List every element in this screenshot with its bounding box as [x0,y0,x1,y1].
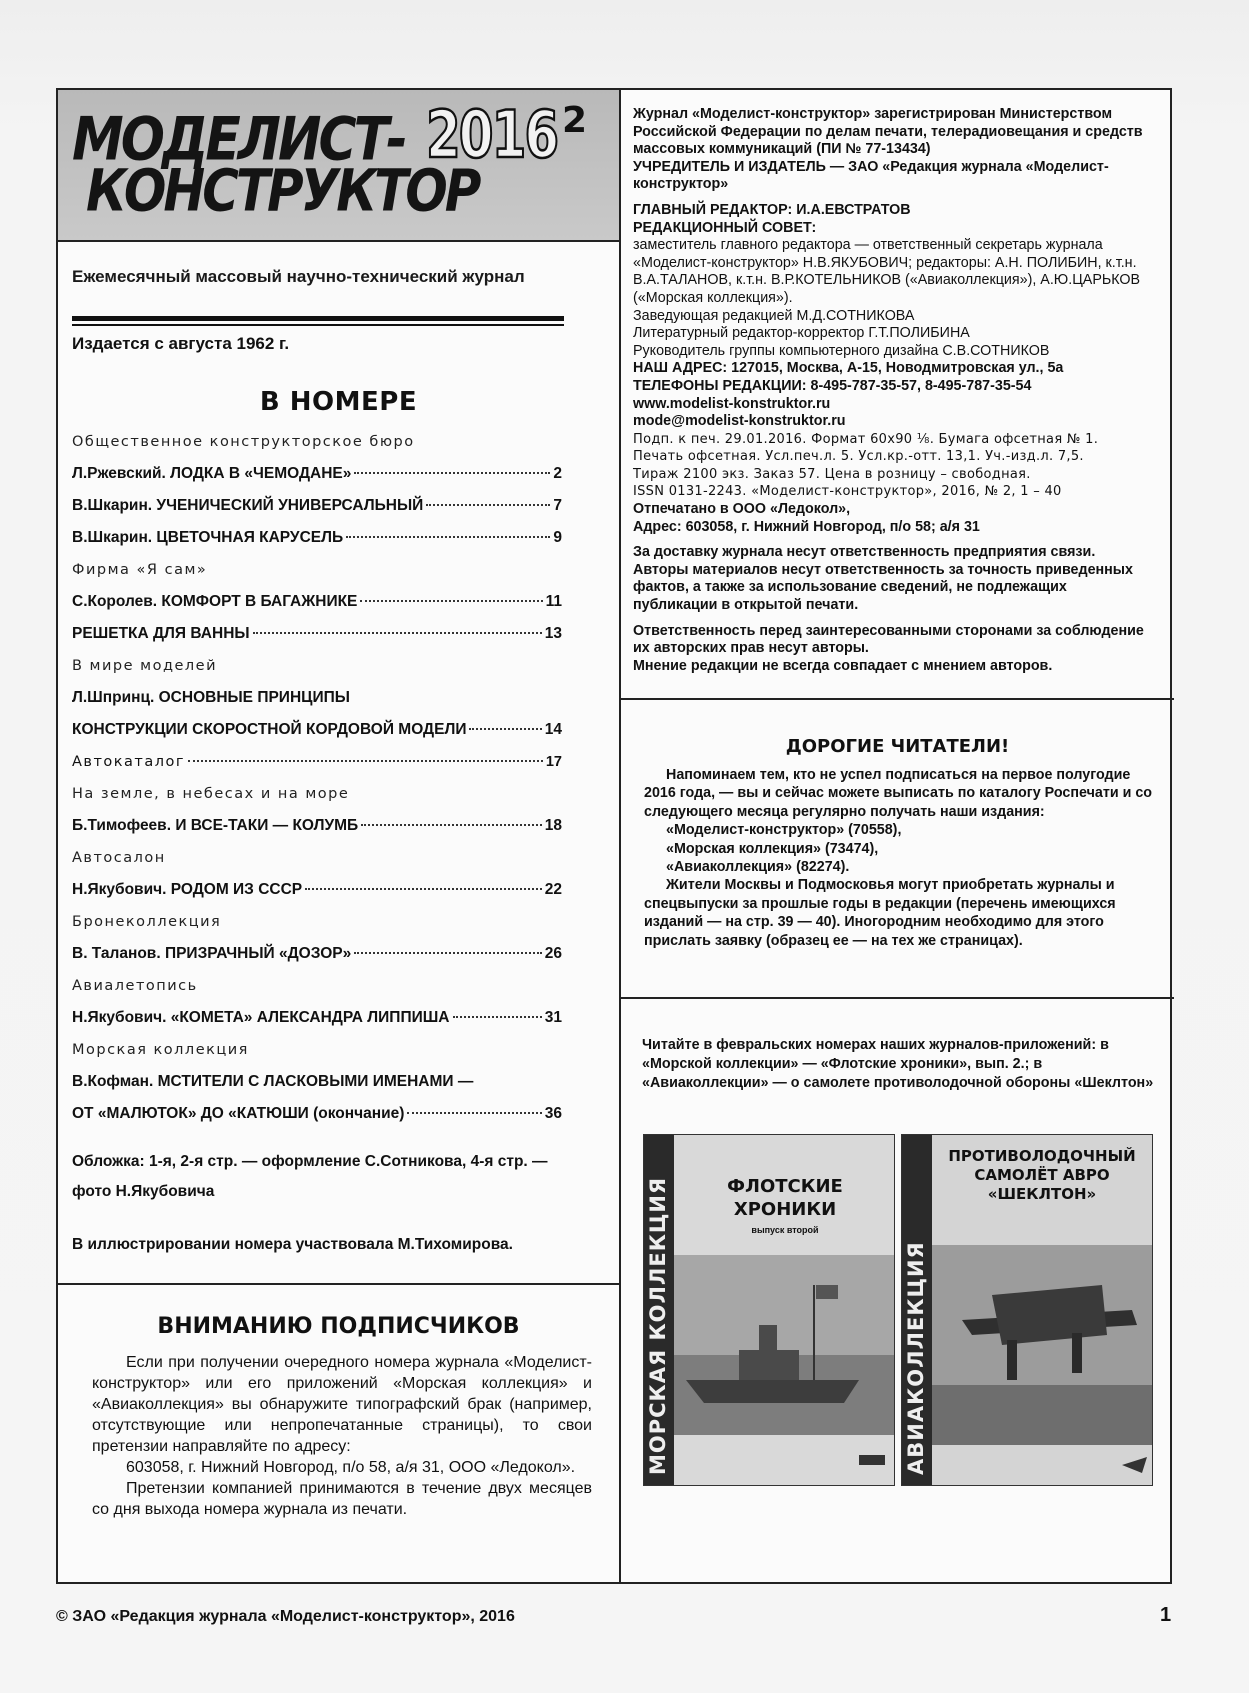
toc-entry-page: 11 [545,593,562,610]
leader-dots [469,728,541,730]
logo-line-1: МОДЕЛИСТ- [72,105,405,175]
toc-entry-title: Н.Якубович. «КОМЕТА» АЛЕКСАНДРА ЛИППИША [72,1009,450,1026]
paragraph: Жители Москвы и Подмосковья могут приобретать журналы и спецвыпуски за прошлые годы в редакции (перечень имеющихся изданий — на стр. 39 — 40). Иногородним необходимо для этого прислать заявку (образец ее — на тех же страницах). [644,877,1116,949]
toc-entry-title: В.Шкарин. ЦВЕТОЧНАЯ КАРУСЕЛЬ [72,529,344,546]
warship-illustration [644,1135,895,1486]
toc-entry[interactable] [72,522,562,554]
rights-disclaimer: Ответственность перед заинтересованными сторонами за соблюдение их авторских прав несут авторы. [633,622,1144,657]
masthead [58,90,619,242]
cover-aviakollektsiya [901,1134,1153,1486]
toc-entry-title: С.Королев. КОМФОРТ В БАГАЖНИКЕ [72,593,358,610]
divider-rule [72,316,564,321]
publication-item: «Моделист-конструктор» (70558), [666,822,902,839]
toc-entry[interactable] [72,810,562,842]
paragraph: Напоминаем тем, кто не успел подписаться на первое полугодие 2016 года, — вы и сейчас можете выписать по каталогу Роспечати и со следующего месяца регулярно получать наши издания: [644,767,1153,820]
toc-section: В мире моделей [72,658,218,674]
toc-entry-page: 13 [544,625,562,642]
toc-heading: В НОМЕРЕ [259,387,418,417]
cover-subtitle: выпуск второй [751,1225,819,1235]
cover-morskaya-kollektsiya [643,1134,895,1486]
toc-entry-title: КОНСТРУКЦИИ СКОРОСТНОЙ КОРДОВОЙ МОДЕЛИ [72,721,467,738]
paragraph: 603058, г. Нижний Новгород, п/о 58, а/я 31, ООО «Ледокол». [126,1459,576,1476]
toc-section: Общественное конструкторское бюро [72,434,415,450]
toc-entry[interactable] [72,682,562,714]
logo-line-2: КОНСТРУКТОР [86,157,479,225]
toc-section: Бронеколлекция [72,914,222,930]
leader-dots [361,824,542,826]
toc-section: Фирма «Я сам» [72,562,208,578]
subscribers-notice [92,1352,592,1520]
toc-entry-page: 17 [545,754,562,770]
toc-entry[interactable] [72,874,562,906]
chief-editor: ГЛАВНЫЙ РЕДАКТОР: И.А.ЕВСТРАТОВ [633,201,911,218]
address: НАШ АДРЕС: 127015, Москва, А-15, Новодмитровская ул., 5а [633,360,1064,377]
section-divider [621,698,1174,700]
subscribers-heading: ВНИМАНИЮ ПОДПИСЧИКОВ [157,1314,520,1339]
publication-item: «Авиаколлекция» (82274). [666,859,850,876]
leader-dots [354,472,550,474]
website-link[interactable]: www.modelist-konstruktor.ru [633,395,831,412]
toc-entry-page: 31 [544,1009,562,1026]
spine-title: МОРСКАЯ КОЛЛЕКЦИЯ [646,1176,670,1475]
design-head: Руководитель группы компьютерного дизайна С.В.СОТНИКОВ [633,342,1050,359]
literary-editor: Литературный редактор-корректор Г.Т.ПОЛИБИНА [633,325,970,342]
issue-number: 2 [562,100,588,141]
paragraph: Претензии компанией принимаются в течение двух месяцев со дня выхода номера журнала из печати. [92,1480,592,1518]
phones: ТЕЛЕФОНЫ РЕДАКЦИИ: 8-495-787-35-57, 8-495-787-35-54 [633,377,1032,394]
cover-credit [72,1147,572,1207]
leader-dots [354,952,542,954]
content-frame [56,88,1172,1584]
page-number: 1 [1160,1604,1172,1626]
print-info: ISSN 0131-2243. «Моделист-конструктор», 2016, № 2, 1 – 40 [633,484,1062,500]
delivery-disclaimer: За доставку журнала несут ответственность предприятия связи. Авторы материалов несут ответственность за точность приведенных фактов, а также за использование сведений, не подлежащих публикации в открытой печати. [633,544,1133,614]
toc-entry-page: 26 [544,945,562,962]
leader-dots [453,1016,542,1018]
since-line: Издается с августа 1962 г. [72,334,290,353]
toc-entry[interactable] [72,938,562,970]
toc-entry-title: В.Кофман. МСТИТЕЛИ С ЛАСКОВЫМИ ИМЕНАМИ — [72,1073,474,1090]
leader-dots [426,504,550,506]
imprint [633,106,1153,675]
toc-entry-page: 14 [544,721,562,738]
toc-entry-page: 18 [544,817,562,834]
leader-dots [253,632,542,634]
cover-credit-line: Обложка: 1-я, 2-я стр. — оформление С.Сотникова, 4-я стр. — [72,1153,548,1170]
section-divider [621,997,1174,999]
copyright: © ЗАО «Редакция журнала «Моделист-конструктор», 2016 [56,1608,515,1625]
illustration-credit: В иллюстрировании номера участвовала М.Тихомирова. [72,1236,513,1253]
registration: Журнал «Моделист-конструктор» зарегистрирован Министерством Российской Федерации по делам печати, телерадиовещания и средств массовых коммуникаций (ПИ № 77-13434) [633,106,1143,158]
spine-title: АВИАКОЛЛЕКЦИЯ [904,1241,928,1475]
toc-entry-title: Н.Якубович. РОДОМ ИЗ СССР [72,881,303,898]
toc-entry-page: 36 [544,1105,562,1122]
toc-entry-page: 22 [544,881,562,898]
toc-entry-page: 7 [553,497,562,514]
paragraph: Если при получении очередного номера журнала «Моделист-конструктор» или его приложений «Морская коллекция» и «Авиаколлекция» вы обнаружите типографский брак (например, отсутствующие или непропечатанные страницы), то свои претензии направляйте по адресу: [92,1354,592,1455]
aircraft-illustration [902,1135,1153,1486]
toc-entry[interactable] [72,1098,562,1130]
toc-entry[interactable] [72,586,562,618]
table-of-contents [72,426,562,1130]
divider-rule [72,324,564,326]
email-link[interactable]: mode@modelist-konstruktor.ru [633,413,846,430]
column-divider [619,90,621,1582]
february-notice: Читайте в февральских номерах наших журналов-приложений: в «Морской коллекции» — «Флотские хроники», вып. 2.; в «Авиаколлекции» — о самолете противолодочной обороны «Шеклтон» [642,1037,1154,1091]
toc-entry-title: Л.Шпринц. ОСНОВНЫЕ ПРИНЦИПЫ [72,689,350,706]
leader-dots [407,1112,541,1114]
toc-entry-title: Л.Ржевский. ЛОДКА В «ЧЕМОДАНЕ» [72,465,352,482]
toc-entry-title: ОТ «МАЛЮТОК» ДО «КАТЮШИ (окончание) [72,1105,405,1122]
toc-entry[interactable] [72,490,562,522]
toc-entry-page: 9 [553,529,562,546]
toc-entry-title: В.Шкарин. УЧЕНИЧЕСКИЙ УНИВЕРСАЛЬНЫЙ [72,497,424,514]
toc-section: Морская коллекция [72,1042,249,1058]
toc-entry-title: В. Таланов. ПРИЗРАЧНЫЙ «ДОЗОР» [72,945,352,962]
section-divider [58,1283,619,1285]
toc-section: На земле, в небесах и на море [72,786,350,802]
leader-dots [305,888,542,890]
print-info: Печать офсетная. Усл.печ.л. 5. Усл.кр.-отт. 13,1. Уч.-изд.л. 7,5. [633,449,1084,465]
toc-entry[interactable] [72,618,562,650]
leader-dots [346,536,550,538]
tagline: Ежемесячный массовый научно-технический журнал [72,267,525,286]
toc-section: Автосалон [72,850,166,866]
cover-credit-line: фото Н.Якубовича [72,1183,215,1200]
toc-entry-title: Б.Тимофеев. И ВСЕ-ТАКИ — КОЛУМБ [72,817,359,834]
printer: Отпечатано в ООО «Ледокол», [633,501,851,518]
toc-entry-page: 2 [553,465,562,482]
readers-notice [644,766,1156,950]
leader-dots [360,600,542,602]
cover-title: ПРОТИВОЛОДОЧНЫЙ САМОЛЁТ АВРО «ШЕКЛТОН» [948,1147,1136,1203]
readers-heading: ДОРОГИЕ ЧИТАТЕЛИ! [785,736,1010,757]
office-head: Заведующая редакцией М.Д.СОТНИКОВА [633,307,915,324]
toc-entry[interactable] [72,1066,562,1098]
editorial-council: РЕДАКЦИОННЫЙ СОВЕТ: [633,219,817,236]
toc-entry[interactable] [72,458,562,490]
toc-entry-title: Автокаталог [72,754,186,770]
opinion-disclaimer: Мнение редакции не всегда совпадает с мнением авторов. [633,657,1053,674]
printer-address: Адрес: 603058, г. Нижний Новгород, п/о 58; а/я 31 [633,518,980,535]
toc-entry[interactable] [72,1002,562,1034]
founder: УЧРЕДИТЕЛЬ И ИЗДАТЕЛЬ — ЗАО «Редакция журнала «Моделист-конструктор» [633,158,1109,193]
toc-entry[interactable] [72,746,562,778]
toc-entry[interactable] [72,714,562,746]
print-info: Тираж 2100 экз. Заказ 57. Цена в розницу – свободная. [633,466,1031,482]
issue-year: 2016 [426,97,558,173]
publication-item: «Морская коллекция» (73474), [666,840,879,857]
editors: заместитель главного редактора — ответственный секретарь журнала «Моделист-конструктор» Н.В.ЯКУБОВИЧ; редакторы: А.Н. ПОЛИБИН, к.т.н. В.А.ТАЛАНОВ, к.т.н. В.Р.КОТЕЛЬНИКОВ («Авиаколлекция»), А.Ю.ЦАРЬКОВ («Морская коллекция»). [633,237,1141,306]
cover-title: ФЛОТСКИЕ ХРОНИКИ [727,1176,843,1220]
leader-dots [188,760,543,762]
toc-section: Авиалетопись [72,978,198,994]
print-info: Подп. к печ. 29.01.2016. Формат 60х90 ⅛. Бумага офсетная № 1. [633,431,1099,447]
toc-entry-title: РЕШЕТКА ДЛЯ ВАННЫ [72,625,250,642]
